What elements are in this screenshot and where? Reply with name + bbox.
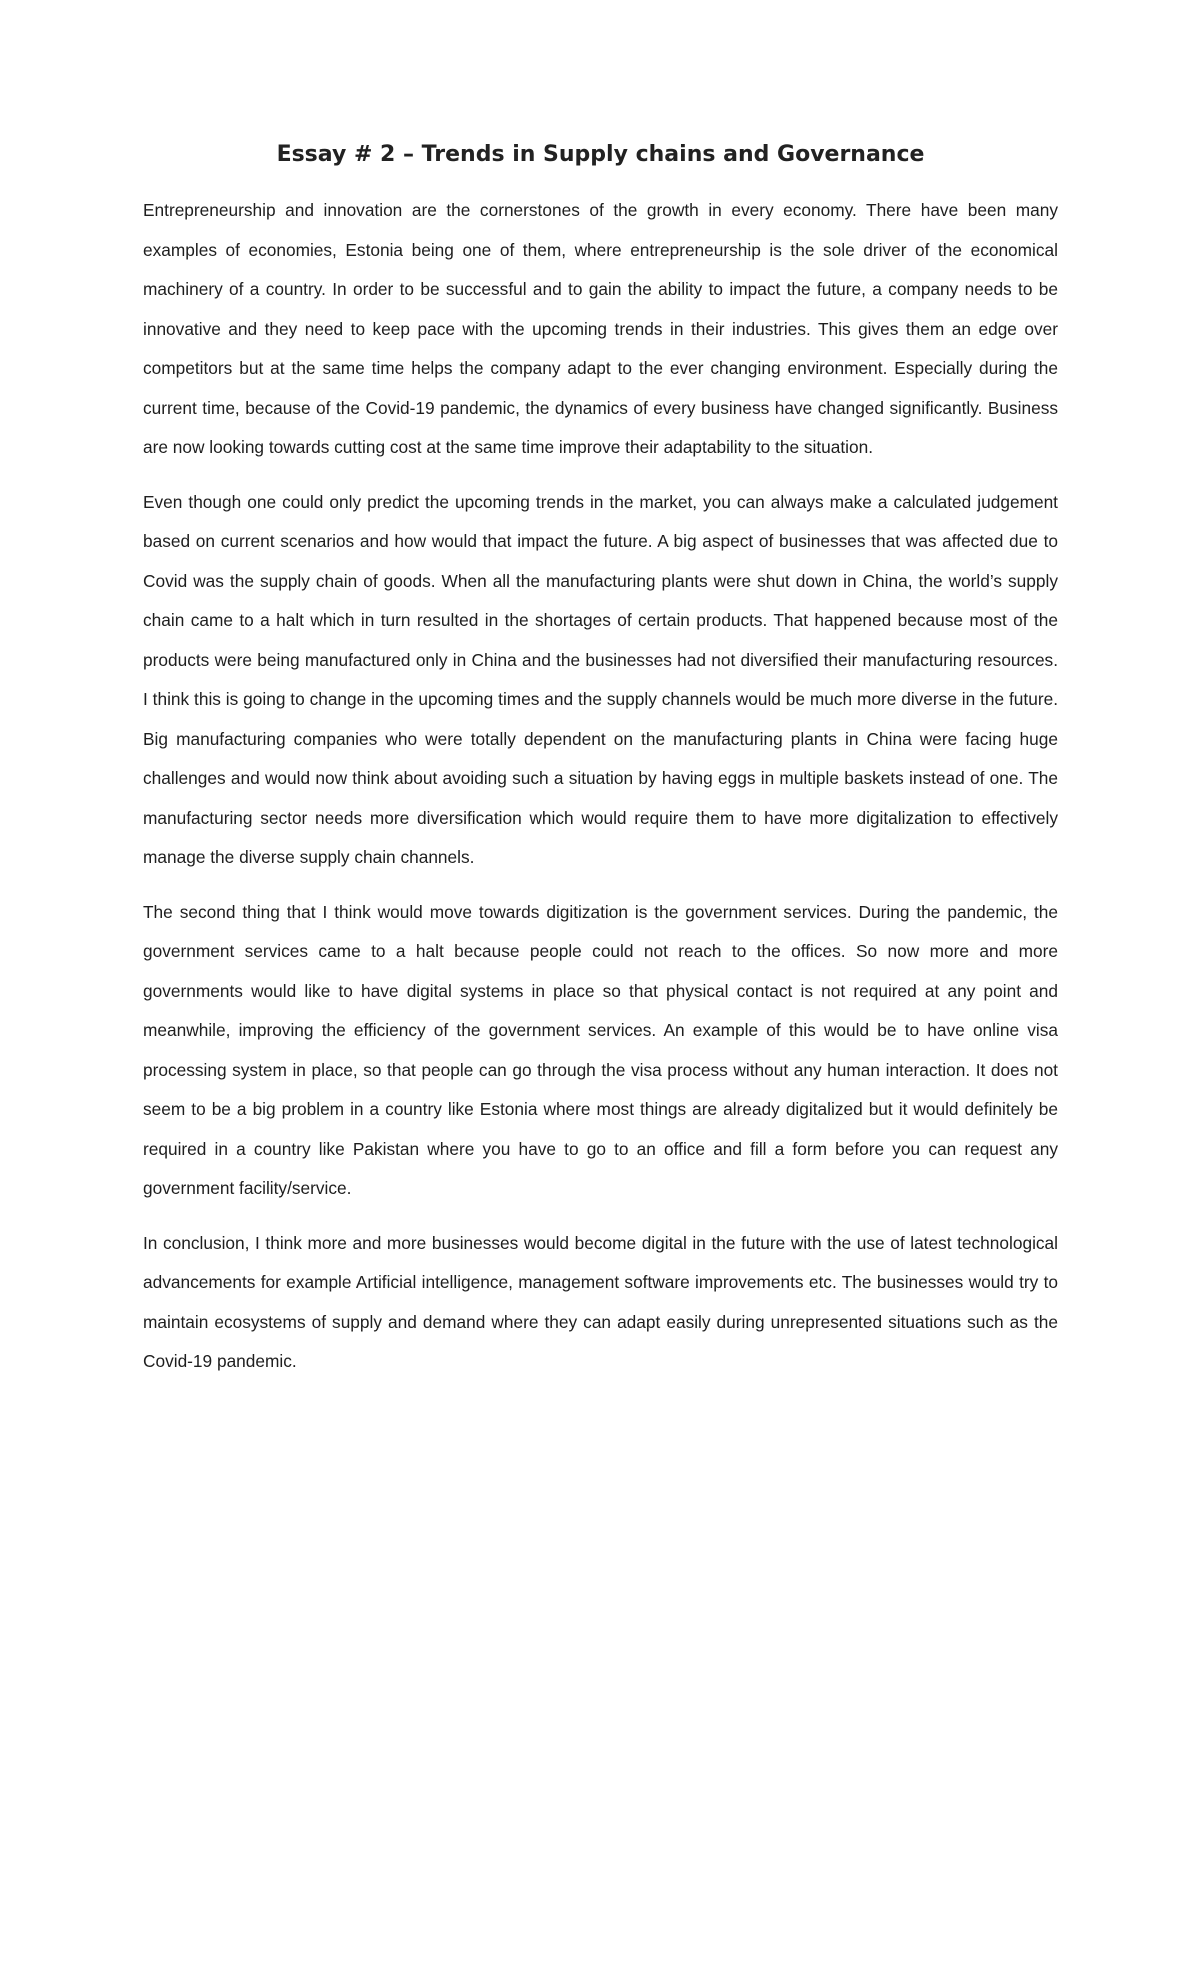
paragraph-supply-chain: Even though one could only predict the upcoming trends in the market, you can always make a calculated judgement based on current scenarios and how would that impact the future. A big aspect of businesses that was affected due to Covid was the supply chain of goods. When all the manufacturing plants were shut down in China, the world’s supply chain came to a halt which in turn resulted in the shortages of certain products. That happened because most of the products were being manufactured only in China and the businesses had not diversified their manufacturing resources. I think this is going to change in the upcoming times and the supply channels would be much more diverse in the future. Big manufacturing companies who were totally dependent on the manufacturing plants in China were facing huge challenges and would now think about avoiding such a situation by having eggs in multiple baskets instead of one. The manufacturing sector needs more diversification which would require them to have more digitalization to effectively manage the diverse supply chain channels.	[143, 491, 1058, 867]
paragraph-government-services: The second thing that I think would move towards digitization is the government services. During the pandemic, the government services came to a halt because people could not reach to the offices. So now more and more governments would like to have digital systems in place so that physical contact is not required at any point and meanwhile, improving the efficiency of the government services. An example of this would be to have online visa processing system in place, so that people can go through the visa process without any human interaction. It does not seem to be a big problem in a country like Estonia where most things are already digitalized but it would definitely be required in a country like Pakistan where you have to go to an office and fill a form before you can request any government facility/service.	[143, 901, 1058, 1198]
essay-title: Essay # 2 – Trends in Supply chains and Governance	[276, 142, 925, 167]
paragraph-conclusion: In conclusion, I think more and more businesses would become digital in the future with the use of latest technological advancements for example Artificial intelligence, management software improvements etc. The businesses would try to maintain ecosystems of supply and demand where they can adapt easily during unrepresented situations such as the Covid-19 pandemic.	[143, 1232, 1058, 1371]
paragraph-introduction: Entrepreneurship and innovation are the cornerstones of the growth in every economy. There have been many examples of economies, Estonia being one of them, where entrepreneurship is the sole driver of the economical machinery of a country. In order to be successful and to gain the ability to impact the future, a company needs to be innovative and they need to keep pace with the upcoming trends in their industries. This gives them an edge over competitors but at the same time helps the company adapt to the ever changing environment. Especially during the current time, because of the Covid-19 pandemic, the dynamics of every business have changed significantly. Business are now looking towards cutting cost at the same time improve their adaptability to the situation.	[143, 200, 1058, 457]
essay-body	[143, 191, 1058, 1397]
